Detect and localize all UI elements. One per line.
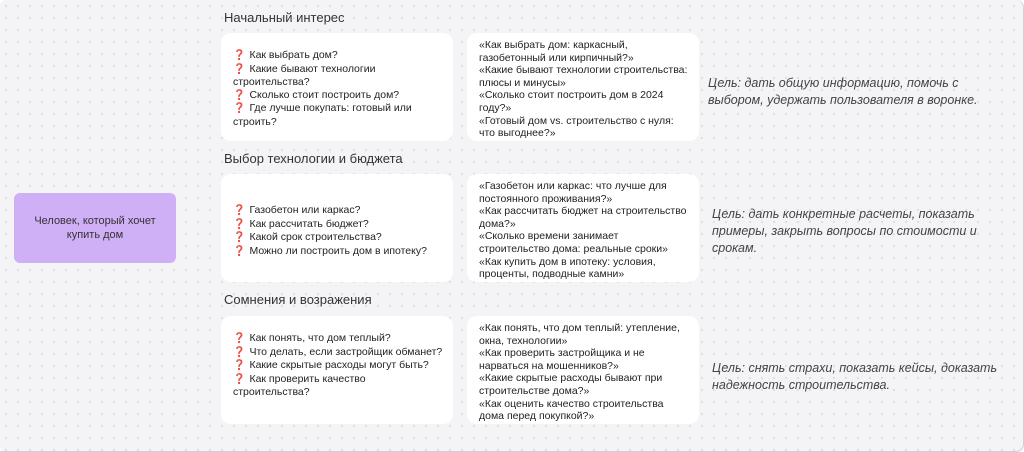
- question-item: ❓ Как проверить качество строительства?: [233, 372, 366, 399]
- questions-list: [233, 332, 443, 399]
- question-item: ❓ Какой срок строительства?: [233, 231, 382, 244]
- article-title: «Как оценить качество строительства дома перед покупкой?»: [479, 397, 664, 423]
- persona-label: Человек, который хочет купить дом: [34, 215, 156, 241]
- red-question-mark-icon: ❓: [233, 218, 246, 230]
- stage-goal: Цель: дать общую информацию, помочь с выбором, удержать пользователя в воронке.: [708, 76, 978, 107]
- question-item: ❓ Что делать, если застройщик обманет?: [233, 345, 443, 358]
- question-item: ❓ Как выбрать дом?: [233, 49, 338, 61]
- red-question-mark-icon: ❓: [233, 232, 246, 244]
- red-question-mark-icon: ❓: [233, 346, 246, 358]
- article-title: «Как понять, что дом теплый: утепление, окна, технологии»: [479, 322, 680, 347]
- question-item: ❓ Где лучше покупать: готовый или строить?: [233, 102, 412, 128]
- questions-card[interactable]: [221, 316, 453, 424]
- stage-title: Сомнения и возражения: [224, 292, 372, 307]
- questions-list: [233, 49, 443, 129]
- question-item: ❓ Сколько стоит построить дом?: [233, 88, 400, 101]
- red-question-mark-icon: ❓: [233, 360, 246, 372]
- questions-card[interactable]: [221, 174, 453, 282]
- red-question-mark-icon: ❓: [233, 89, 246, 101]
- article-title: «Как купить дом в ипотеку: условия, проценты, подводные камни»: [479, 255, 656, 281]
- stage-goal: Цель: дать конкретные расчеты, показать примеры, закрыть вопросы по стоимости и срокам.: [712, 207, 977, 255]
- articles-list: [479, 39, 689, 140]
- persona-node[interactable]: [14, 193, 176, 263]
- red-question-mark-icon: ❓: [233, 63, 246, 75]
- stage-title: Начальный интерес: [224, 10, 345, 25]
- question-item: ❓ Газобетон или каркас?: [233, 204, 361, 216]
- articles-card[interactable]: [467, 316, 699, 424]
- article-title: «Сколько стоит построить дом в 2024 году?»: [479, 89, 664, 114]
- red-question-mark-icon: ❓: [233, 373, 246, 385]
- red-question-mark-icon: ❓: [233, 205, 246, 216]
- question-item: ❓ Как понять, что дом теплый?: [233, 332, 391, 344]
- red-question-mark-icon: ❓: [233, 50, 246, 61]
- question-item: ❓ Какие бывают технологии строительства?: [233, 62, 376, 89]
- questions-list: [233, 204, 443, 258]
- article-title: «Готовый дом vs. строительство с нуля: что выгоднее?»: [479, 114, 674, 140]
- questions-card[interactable]: [221, 33, 453, 141]
- articles-card[interactable]: [467, 174, 699, 282]
- question-item: ❓ Какие скрытые расходы могут быть?: [233, 359, 429, 372]
- article-title: «Какие скрытые расходы бывают при строительстве дома?»: [479, 372, 663, 397]
- article-title: «Как выбрать дом: каркасный, газобетонный или кирпичный?»: [479, 39, 634, 64]
- article-title: «Сколько времени занимает строительство дома: реальные сроки»: [479, 230, 668, 255]
- article-title: «Как проверить застройщика и не нарваться на мошенников?»: [479, 347, 645, 372]
- article-title: «Какие бывают технологии строительства: плюсы и минусы»: [479, 64, 688, 89]
- red-question-mark-icon: ❓: [233, 333, 246, 344]
- question-item: ❓ Как рассчитать бюджет?: [233, 217, 369, 230]
- stage-goal: Цель: снять страхи, показать кейсы, доказать надежность строительства.: [712, 361, 998, 392]
- stage-title: Выбор технологии и бюджета: [224, 151, 403, 166]
- red-question-mark-icon: ❓: [233, 245, 246, 257]
- article-title: «Как рассчитать бюджет на строительство дома?»: [479, 205, 687, 230]
- question-item: ❓ Можно ли построить дом в ипотеку?: [233, 244, 427, 257]
- articles-list: [479, 180, 689, 281]
- red-question-mark-icon: ❓: [233, 103, 246, 115]
- articles-card[interactable]: [467, 33, 699, 141]
- articles-list: [479, 322, 689, 423]
- article-title: «Газобетон или каркас: что лучше для постоянного проживания?»: [479, 180, 667, 205]
